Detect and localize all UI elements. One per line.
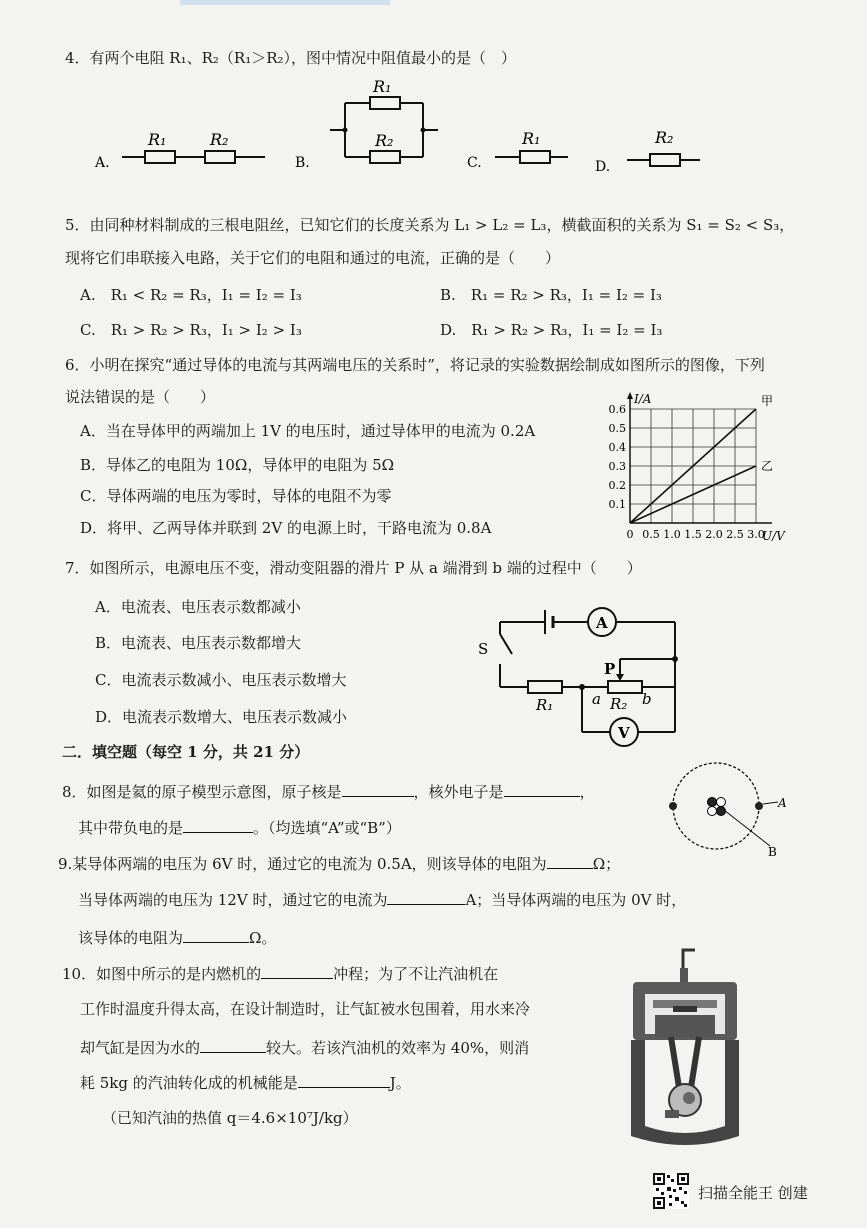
q5-option-b: B. R₁ = R₂ > R₃，I₁ = I₂ = I₃	[440, 286, 662, 304]
q9-line3	[78, 926, 276, 948]
q9-line1	[58, 852, 620, 874]
q4-b-resistor-r1	[370, 97, 400, 109]
q8-text-3: ，	[579, 783, 595, 801]
q7-r1-label: R₁	[536, 696, 554, 714]
series-label-2: 乙	[761, 459, 774, 473]
q5-stem-line2: 现将它们串联接入电路，关于它们的电阻和通过的电流，正确的是（ ）	[65, 249, 561, 267]
q4-a-r2-label: R₂	[210, 130, 229, 149]
q4-d-resistor-r2	[650, 154, 680, 166]
q9-text-5: 该导体的电阻为	[78, 929, 184, 947]
q7-ammeter-label: A	[596, 614, 608, 632]
q10-line4	[80, 1071, 411, 1093]
y-tick-label: 0.5	[608, 422, 626, 435]
q6-option-d: D．将甲、乙两导体并联到 2V 的电源上时，干路电流为 0.8A	[80, 519, 492, 537]
q6-stem-line2: 说法错误的是（ ）	[65, 388, 216, 406]
q7-voltmeter-label: V	[618, 724, 630, 742]
q9-blank-resistance-0v[interactable]	[183, 926, 249, 943]
q9-text-3: 当导体两端的电压为 12V 时，通过它的电流为	[78, 891, 388, 909]
q8-helium-atom	[660, 758, 790, 858]
q5-option-d: D. R₁ > R₂ > R₃，I₁ = I₂ = I₃	[440, 321, 663, 339]
q4-a-r1-label: R₁	[148, 130, 167, 149]
y-tick-label: 0.6	[608, 403, 626, 416]
q4-stem: 4．有两个电阻 R₁、R₂（R₁＞R₂），图中情况中阻值最小的是（ ）	[65, 49, 517, 67]
y-axis-label: I/A	[634, 392, 652, 406]
q8-label-a: A	[778, 796, 787, 810]
q7-switch-label: S	[478, 640, 489, 658]
q10-engine-diagram	[625, 940, 745, 1152]
q9-blank-current[interactable]	[387, 888, 465, 905]
q10-blank-stroke[interactable]	[261, 962, 333, 979]
q8-electron-left	[669, 802, 677, 810]
q4-opt-c-label: C.	[467, 155, 482, 171]
q8-text-5: 。（均选填“A”或“B”）	[253, 819, 401, 837]
scanner-watermark-text: 扫描全能王 创建	[698, 1184, 808, 1202]
x-tick-label: 3.0	[747, 528, 765, 541]
series-label-1: 甲	[761, 394, 774, 408]
q7-end-b-label: b	[642, 690, 652, 708]
top-edge-strip	[180, 0, 390, 5]
q10-text-5: 耗 5kg 的汽油转化成的机械能是	[80, 1074, 298, 1092]
q7-stem: 7．如图所示，电源电压不变，滑动变阻器的滑片 P 从 a 端滑到 b 端的过程中（ ）	[65, 559, 642, 577]
q8-orbit	[673, 763, 759, 849]
x-tick-label: 0	[626, 528, 634, 541]
qr-code-icon	[653, 1173, 689, 1209]
q7-end-a-label: a	[592, 690, 601, 708]
q4-a-resistor-r1	[145, 151, 175, 163]
q6-option-c: C．导体两端的电压为零时，导体的电阻不为零	[80, 487, 392, 505]
q9-text-2: Ω；	[592, 855, 621, 873]
q4-opt-b-label: B.	[295, 155, 310, 171]
q9-line2	[78, 888, 686, 910]
q6-option-a: A．当在导体甲的两端加上 1V 的电压时，通过导体甲的电流为 0.2A	[80, 422, 536, 440]
q10-text-1: 10．如图中所示的是内燃机的	[62, 965, 262, 983]
q8-blank-nucleus[interactable]	[342, 780, 414, 797]
q7-switch	[500, 634, 512, 654]
q10-line2: 工作时温度升得太高，在设计制造时，让气缸被水包围着，用水来冷	[80, 1000, 531, 1018]
q10-text-6: J。	[389, 1074, 411, 1092]
q7-option-b: B．电流表、电压表示数都增大	[95, 634, 302, 652]
q6-stem-line1: 6．小明在探究“通过导体的电流与其两端电压的关系时”，将记录的实验数据绘制成如图所示的图像，下列	[65, 356, 765, 374]
q9-blank-resistance[interactable]	[547, 852, 593, 869]
q9-text-4: A；当导体两端的电压为 0V 时，	[465, 891, 687, 909]
y-tick-label: 0.1	[608, 498, 626, 511]
q7-option-a: A．电流表、电压表示数都减小	[95, 598, 301, 616]
q8-label-b: B	[768, 845, 777, 858]
q10-text-2: 冲程；为了不让汽油机在	[333, 965, 499, 983]
q8-text-4: 其中带负电的是	[78, 819, 184, 837]
q10-line1	[62, 962, 498, 984]
q4-opt-d-label: D.	[595, 159, 611, 175]
q10-text-4: 较大。若该汽油机的效率为 40%，则消	[266, 1039, 530, 1057]
q7-option-c: C．电流表示数减小、电压表示数增大	[95, 671, 347, 689]
q4-c-r1-label: R₁	[522, 129, 541, 148]
q8-line1	[62, 780, 595, 802]
x-tick-label: 1.0	[663, 528, 681, 541]
section2-title: 二．填空题（每空 1 分，共 21 分）	[62, 743, 310, 761]
q8-text-1: 8．如图是氦的原子模型示意图，原子核是	[62, 783, 342, 801]
q6-iu-graph	[600, 385, 800, 555]
y-tick-label: 0.3	[608, 460, 626, 473]
q5-option-c: C. R₁ > R₂ > R₃，I₁ > I₂ > I₃	[80, 321, 302, 339]
q9-text-1: 9.某导体两端的电压为 6V 时，通过它的电流为 0.5A，则该导体的电阻为	[58, 855, 547, 873]
q8-line2	[78, 816, 401, 838]
q4-c-resistor-r1	[520, 151, 550, 163]
q9-text-6: Ω。	[249, 929, 277, 947]
q8-blank-negative[interactable]	[183, 816, 253, 833]
q10-line3	[80, 1036, 529, 1058]
q7-circuit	[470, 592, 690, 752]
y-axis-arrow	[627, 392, 633, 399]
x-tick-label: 2.0	[705, 528, 723, 541]
q7-option-d: D．电流表示数增大、电压表示数减小	[95, 708, 348, 726]
y-tick-label: 0.4	[608, 441, 626, 454]
q6-option-b: B．导体乙的电阻为 10Ω，导体甲的电阻为 5Ω	[80, 456, 395, 474]
y-tick-label: 0.2	[608, 479, 626, 492]
q8-blank-electron[interactable]	[504, 780, 580, 797]
q4-b-r2-label: R₂	[375, 131, 394, 150]
q8-electron-right	[755, 802, 763, 810]
q10-blank-heat-capacity[interactable]	[200, 1036, 266, 1053]
q10-blank-mechanical-energy[interactable]	[298, 1071, 390, 1088]
q4-opt-a-label: A.	[95, 155, 110, 171]
q7-r2-label: R₂	[610, 695, 628, 713]
q8-text-2: ，核外电子是	[413, 783, 504, 801]
q5-stem-line1: 5．由同种材料制成的三根电阻丝，已知它们的长度关系为 L₁ > L₂ = L₃，横截面积的关系为 S₁ = S₂ < S₃，	[65, 216, 795, 234]
q7-rheostat-r2	[608, 681, 642, 693]
q10-piston	[655, 1015, 715, 1037]
q4-circuits	[90, 75, 720, 180]
x-tick-label: 1.5	[684, 528, 702, 541]
q7-resistor-r1	[528, 681, 562, 693]
x-tick-label: 0.5	[642, 528, 660, 541]
q4-a-resistor-r2	[205, 151, 235, 163]
q4-b-r1-label: R₁	[373, 77, 392, 96]
x-axis-label: U/V	[762, 529, 785, 543]
q4-d-r2-label: R₂	[655, 128, 674, 147]
x-tick-label: 2.5	[726, 528, 744, 541]
q7-slider-label: P	[604, 660, 616, 678]
q4-b-resistor-r2	[370, 151, 400, 163]
q10-text-3: 却气缸是因为水的	[80, 1039, 201, 1057]
q5-option-a: A. R₁ < R₂ = R₃，I₁ = I₂ = I₃	[80, 286, 302, 304]
q10-note: （已知汽油的热值 q＝4.6×10⁷J/kg）	[102, 1109, 358, 1127]
